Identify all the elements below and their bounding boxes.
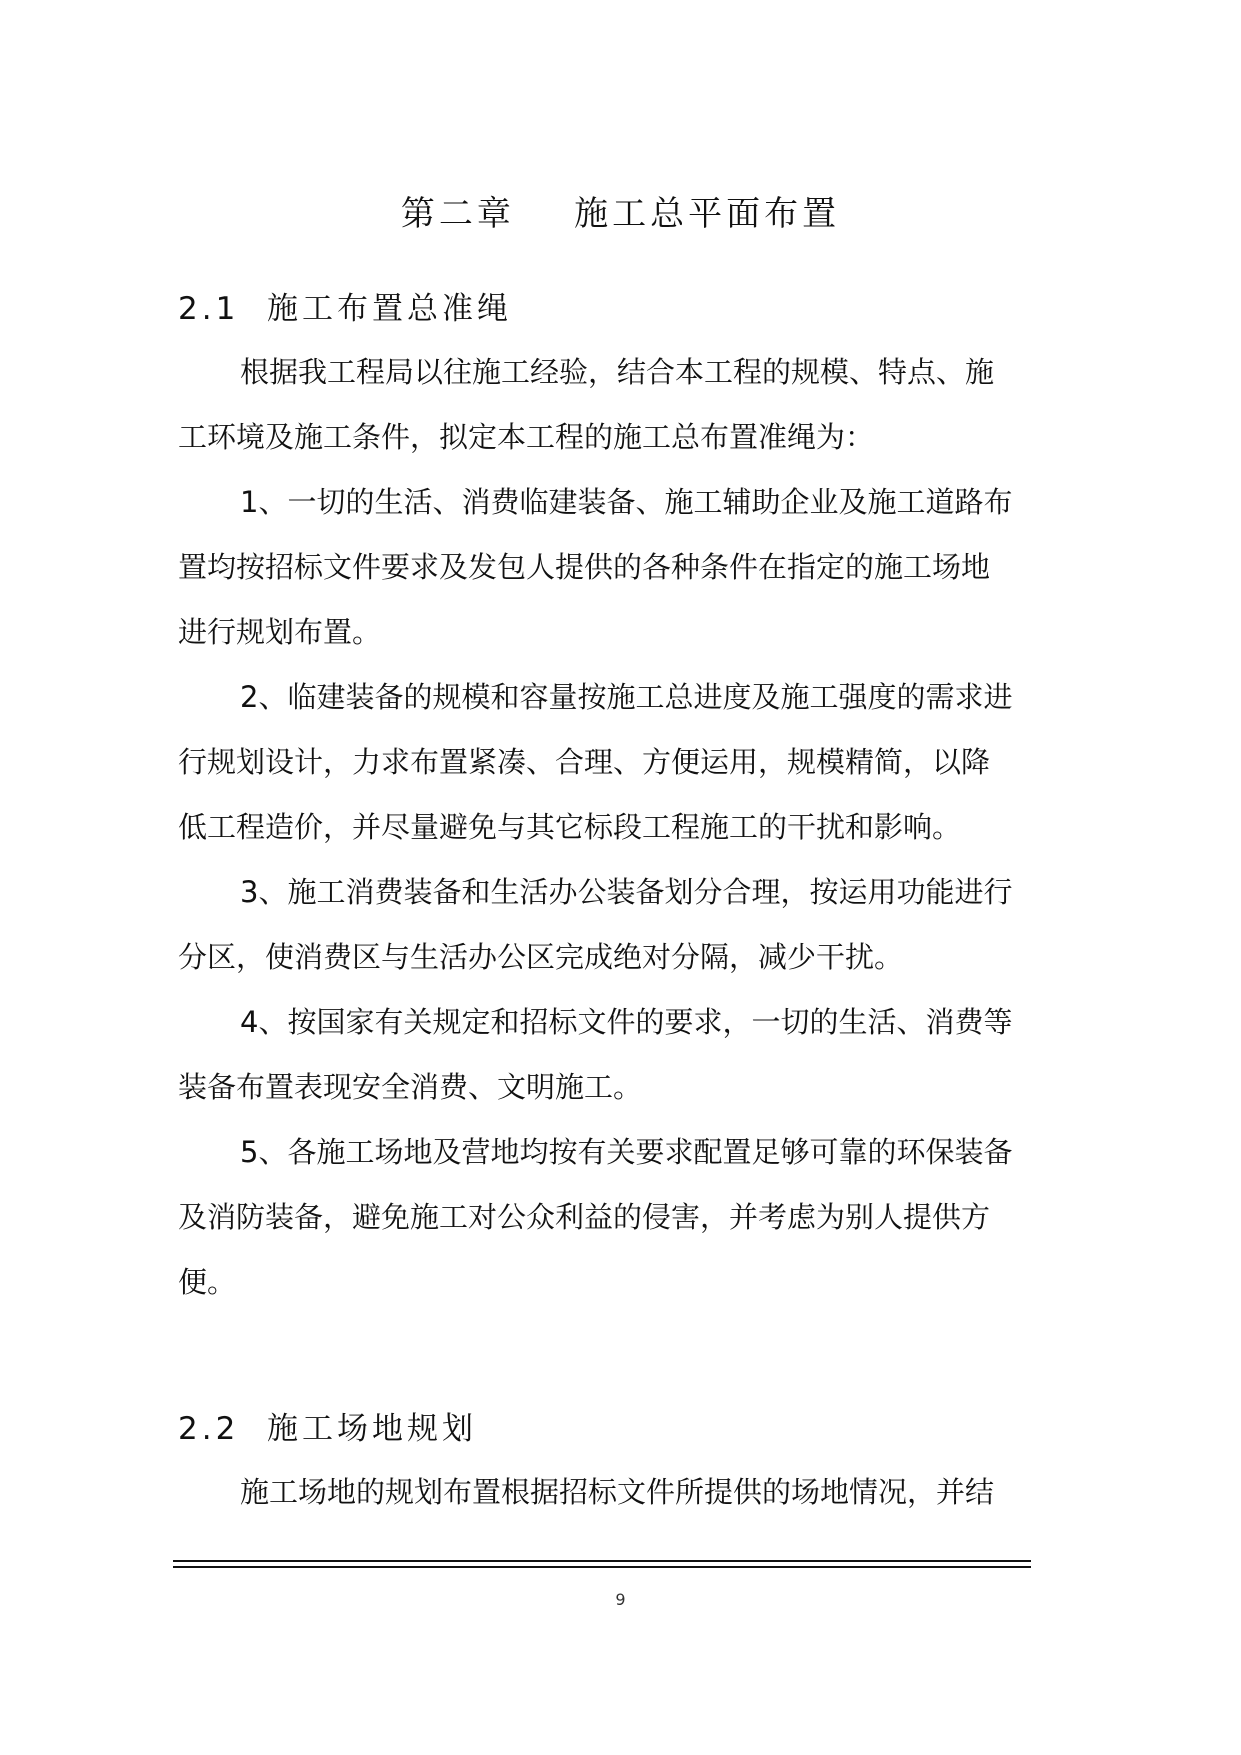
paragraph-item-5 — [178, 1120, 1068, 1315]
paragraph-item-2 — [178, 665, 1068, 860]
paragraph-line: 低工程造价，并尽量避免与其它标段工程施工的干扰和影响。 — [178, 810, 962, 844]
paragraph-line: 2、临建装备的规模和容量按施工总进度及施工强度的需求进 — [240, 680, 1013, 714]
footer-rule-top — [173, 1560, 1031, 1562]
section-heading-2-2: 2.2 施工场地规划 — [178, 1411, 478, 1447]
paragraph-line: 1、一切的生活、消费临建装备、施工辅助企业及施工道路布 — [240, 485, 1013, 519]
footer-rule-bottom — [173, 1566, 1031, 1568]
paragraph-item-1 — [178, 470, 1068, 665]
paragraph-line: 装备布置表现安全消费、文明施工。 — [178, 1070, 643, 1104]
paragraph-intro — [178, 340, 1068, 470]
paragraph-line: 及消防装备，避免施工对公众利益的侵害，并考虑为别人提供方 — [178, 1200, 991, 1234]
chapter-title: 第二章 施工总平面布置 — [400, 194, 841, 234]
paragraph-item-4 — [178, 990, 1068, 1120]
paragraph-line: 置均按招标文件要求及发包人提供的各种条件在指定的施工场地 — [178, 550, 991, 584]
paragraph-line: 工环境及施工条件，拟定本工程的施工总布置准绳为： — [178, 420, 875, 454]
paragraph-line: 4、按国家有关规定和招标文件的要求，一切的生活、消费等 — [240, 1005, 1013, 1039]
paragraph-line: 5、各施工场地及营地均按有关要求配置足够可靠的环保装备 — [240, 1135, 1013, 1169]
paragraph-line: 行规划设计，力求布置紧凑、合理、方便运用，规模精简，以降 — [178, 745, 991, 779]
page-number: 9 — [615, 1590, 626, 1609]
section-heading-2-1: 2.1 施工布置总准绳 — [178, 291, 513, 327]
paragraph-line: 便。 — [178, 1265, 237, 1299]
paragraph-line: 分区，使消费区与生活办公区完成绝对分隔，减少干扰。 — [178, 940, 904, 974]
paragraph-line: 根据我工程局以往施工经验，结合本工程的规模、特点、施 — [240, 355, 995, 389]
paragraph-line: 3、施工消费装备和生活办公装备划分合理，按运用功能进行 — [240, 875, 1013, 909]
paragraph-line: 进行规划布置。 — [178, 615, 382, 649]
paragraph-line: 施工场地的规划布置根据招标文件所提供的场地情况，并结 — [240, 1475, 995, 1509]
paragraph-item-3 — [178, 860, 1068, 990]
paragraph-site-planning — [178, 1460, 1068, 1525]
